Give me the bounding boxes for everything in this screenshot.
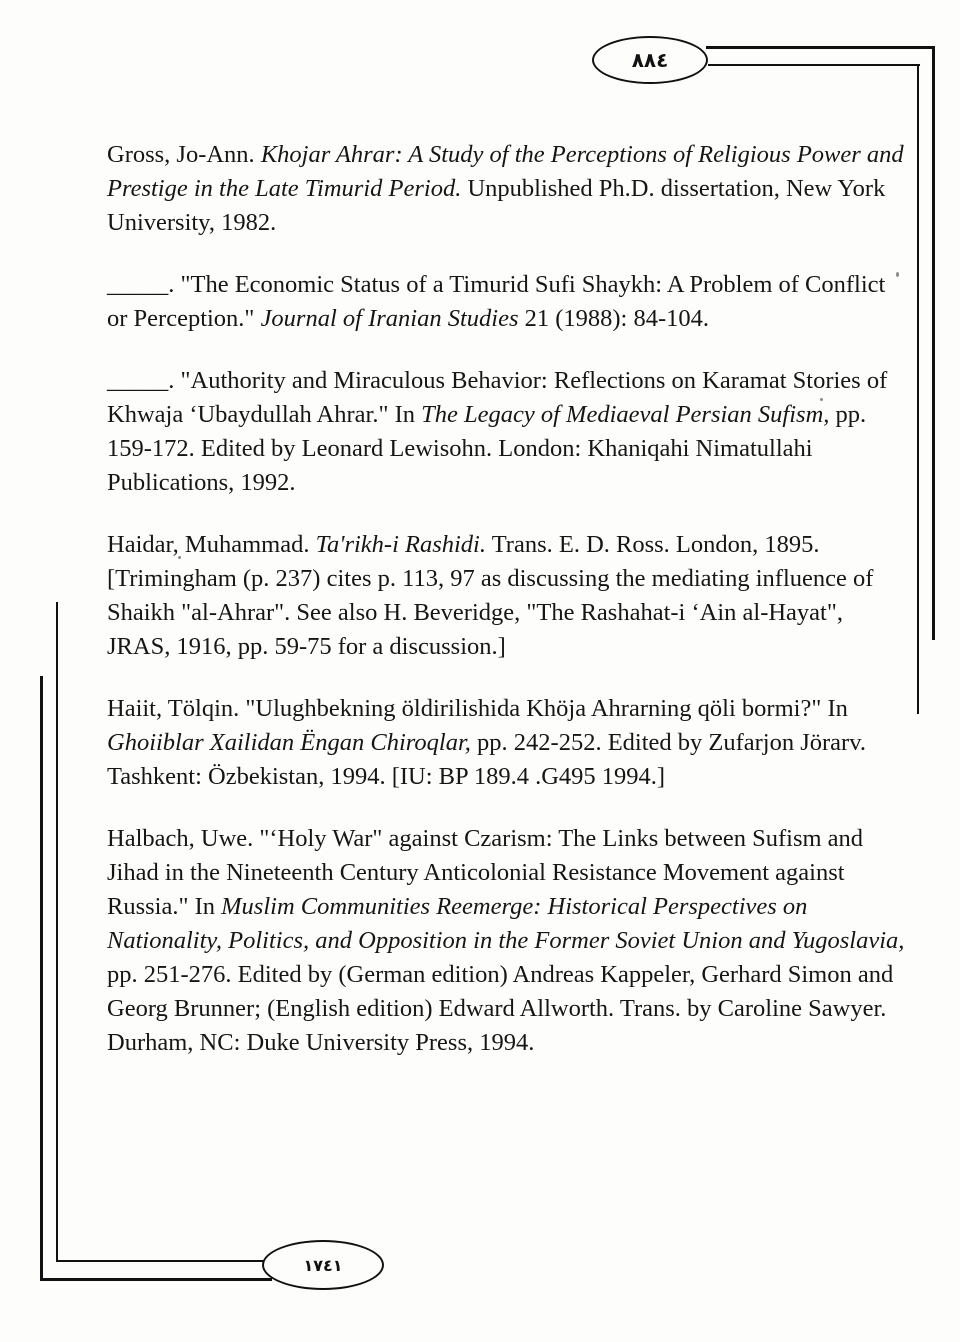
bibliography-entry (107, 138, 907, 240)
bibliography-entry (107, 364, 907, 500)
entry-details: Unpublished Ph.D. dissertation, New York University, 1982. (107, 175, 886, 236)
entry-title: Khojar Ahrar: A Study of the Perceptions of Religious Power and Prestige in the Late Timurid Period. (107, 141, 904, 202)
frame-right-inner-line (917, 64, 919, 714)
frame-left-outer-line (40, 676, 43, 1280)
frame-left-inner-line (56, 602, 58, 1262)
bibliography-entry (107, 528, 907, 664)
entry-details: Trans. E. D. Ross. London, 1895. [Trimingham (p. 237) cites p. 113, 97 as discussing the mediating influence of Shaikh "al-Ahrar". See also H. Beveridge, "The Rashahat-i ‘Ain al-Hayat", JRAS, 1916, pp. 59-75 for a discussion.] (107, 531, 874, 660)
top-page-number-oval (592, 36, 708, 84)
entry-article-title: "Authority and Miraculous Behavior: Reflections on Karamat Stories of Khwaja ‘Ubaydullah Ahrar." In (107, 367, 888, 428)
bottom-page-number: ١٧٤١ (303, 1255, 343, 1275)
entry-article-title: "The Economic Status of a Timurid Sufi Shaykh: A Problem of Conflict or Perception." (107, 271, 886, 332)
entry-title: Ta'rikh-i Rashidi. (315, 531, 486, 558)
entry-journal-title: Journal of Iranian Studies (260, 305, 519, 332)
bibliography-list (107, 138, 907, 1060)
entry-details: pp. 159-172. Edited by Leonard Lewisohn. London: Khaniqahi Nimatullahi Publications, 1992. (107, 401, 867, 496)
frame-bottom-outer-line (40, 1278, 272, 1281)
entry-author-dash: _____. (107, 367, 175, 394)
frame-right-outer-line (932, 46, 935, 640)
frame-bottom-inner-line (56, 1260, 270, 1262)
entry-author: Halbach, Uwe. (107, 825, 254, 852)
entry-book-title: Ghoiiblar Xailidan Ëngan Chiroqlar, (107, 729, 471, 756)
entry-author: Haidar, Muhammad. (107, 531, 310, 558)
frame-right-tick (896, 64, 918, 66)
bibliography-entry (107, 692, 907, 794)
entry-article-title: "‘Holy War" against Czarism: The Links between Sufism and Jihad in the Nineteenth Century Anticolonial Resistance Movement against Russia." In (107, 825, 864, 920)
bibliography-entry (107, 268, 907, 336)
bottom-page-number-oval (262, 1240, 384, 1290)
top-page-number: ٨٨٤ (631, 48, 669, 72)
bibliography-entry (107, 822, 907, 1060)
entry-details: pp. 251-276. Edited by (German edition) Andreas Kappeler, Gerhard Simon and Georg Brunner; (English edition) Edward Allworth. Trans. by Caroline Sawyer. Durham, NC: Duke University Press, 1994. (107, 961, 894, 1056)
entry-author-dash: _____. (107, 271, 175, 298)
entry-details: pp. 242-252. Edited by Zufarjon Jörarv. Tashkent: Özbekistan, 1994. [IU: BP 189.4 .G495 1994.] (107, 729, 866, 790)
frame-top-inner-line (708, 64, 920, 66)
entry-details: 21 (1988): 84-104. (524, 305, 710, 332)
frame-top-outer-line (706, 46, 934, 49)
entry-book-title: Muslim Communities Reemerge: Historical Perspectives on Nationality, Politics, and Opposition in the Former Soviet Union and Yugoslavia, (107, 893, 905, 954)
entry-author: Gross, Jo-Ann. (107, 141, 255, 168)
entry-book-title: The Legacy of Mediaeval Persian Sufism, (421, 401, 830, 428)
entry-article-title: "Ulughbekning öldirilishida Khöja Ahrarning qöli bormi?" In (245, 695, 848, 722)
entry-author: Haiit, Tölqin. (107, 695, 240, 722)
